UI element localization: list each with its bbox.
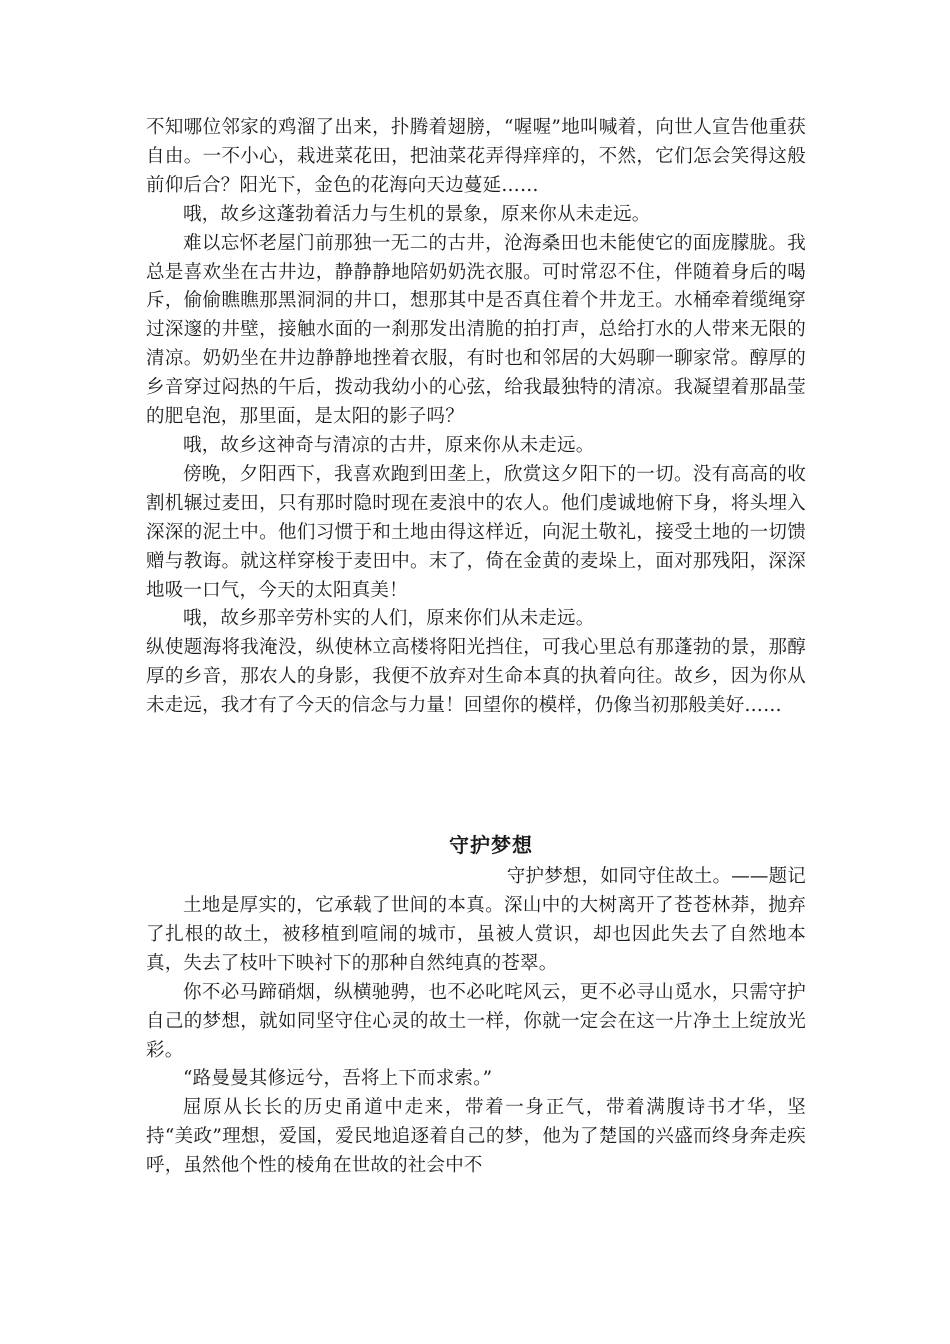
paragraph: 傍晚，夕阳西下，我喜欢跑到田垄上，欣赏这夕阳下的一切。没有高高的收割机辗过麦田，只有那时隐时现在麦浪中的农人。他们虔诚地俯下身，将头埋入深深的泥土中。他们习惯于和土地由得这样近，向泥土敬礼，接受土地的一切馈赠与教诲。就这样穿梭于麦田中。末了，倚在金黄的麦垛上，面对那残阳，深深地吸一口气，今天的太阳真美！ — [146, 463, 806, 601]
refrain-paragraph: 哦，故乡这神奇与清凉的古井，原来你从未走远。 — [183, 434, 595, 456]
paragraph: 不知哪位邻家的鸡溜了出来，扑腾着翅膀，“喔喔”地叫喊着，向世人宣告他重获自由。一不小心，栽进菜花田，把油菜花弄得痒痒的，不然，它们怎会笑得这般前仰后合？阳光下，金色的花海向天边蔓延…… — [146, 117, 806, 196]
essay-title: 守护梦想 — [449, 833, 533, 857]
paragraph: 土地是厚实的，它承载了世间的本真。深山中的大树离开了苍苍林莽，抛弃了扎根的故土，被移植到喧闹的城市，虽被人赏识，却也因此失去了自然地本真，失去了枝叶下映衬下的那种自然纯真的苍翠。 — [146, 895, 806, 974]
quote-paragraph: “路曼曼其修远兮，吾将上下而求索。” — [183, 1068, 493, 1090]
refrain-paragraph: 哦，故乡那辛劳朴实的人们，原来你们从未走远。 — [183, 608, 595, 630]
essay-guard-dream — [146, 828, 806, 1181]
epigraph: 守护梦想，如同守住故土。——题记 — [506, 866, 806, 887]
closing-paragraph: 纵使题海将我淹没，纵使林立高楼将阳光挡住，可我心里总有那蓬勃的景，那醇厚的乡音，那农人的身影，我便不放弃对生命本真的执着向往。故乡，因为你从未走远，我才有了今天的信念与力量！回望你的模样，仍像当初那般美好…… — [146, 637, 806, 717]
refrain-paragraph: 哦，故乡这蓬勃着活力与生机的景象，原来你从未走远。 — [183, 203, 651, 225]
paragraph: 你不必马蹄硝烟，纵横驰骋，也不必叱咤风云，更不必寻山觅水，只需守护自己的梦想，就如同坚守住心灵的故土一样，你就一定会在这一片净土上绽放光彩。 — [146, 981, 806, 1061]
paragraph: 屈原从长长的历史甬道中走来，带着一身正气，带着满腹诗书才华，坚持“美政”理想，爱国，爱民地追逐着自己的梦，他为了楚国的兴盛而终身奔走疾呼，虽然他个性的棱角在世故的社会中不 — [146, 1097, 806, 1177]
paragraph: 难以忘怀老屋门前那独一无二的古井，沧海桑田也未能使它的面庞朦胧。我总是喜欢坐在古井边，静静静地陪奶奶洗衣服。可时常忍不住，伴随着身后的喝斥，偷偷瞧瞧那黑洞洞的井口，想那其中是否真住着个井龙王。水桶牵着缆绳穿过深邃的井壁，接触水面的一刹那发出清脆的拍打声，总给打水的人带来无限的清凉。奶奶坐在井边静静地挫着衣服，有时也和邻居的大妈聊一聊家常。醇厚的乡音穿过闷热的午后，拨动我幼小的心弦，给我最独特的清凉。我凝望着那晶莹的肥皂泡，那里面，是太阳的影子吗？ — [146, 232, 806, 428]
essay-hometown — [146, 114, 806, 721]
